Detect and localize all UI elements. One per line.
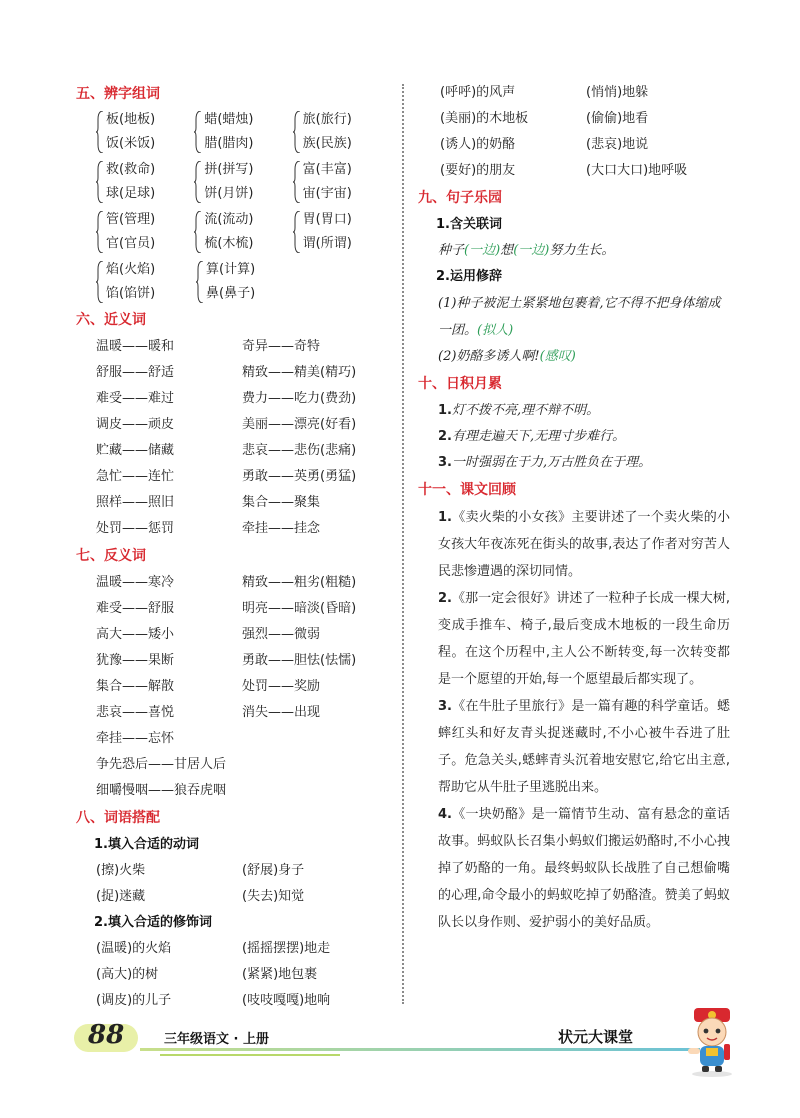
word-pair-row: 难受——舒服 明亮——暗淡(昏暗) xyxy=(96,601,357,616)
word-pair-row: 温暖——寒冷 精致——粗劣(粗糙) xyxy=(96,575,357,590)
fill-row: (诱人)的奶酪 (悲哀)地说 xyxy=(440,137,649,152)
sentence-answer: (1)种子被泥土紧紧地包裹着,它不得不把身体缩成一团。(拟人) xyxy=(438,296,721,338)
right-column xyxy=(418,80,730,936)
word-pair-row: 牵挂——忘怀 xyxy=(96,731,175,746)
fill-row: (擦)火柴 (舒展)身子 xyxy=(96,863,305,878)
char-pair: 旅(旅行) 族(民族) xyxy=(293,108,391,156)
review-paragraph: 4.《一块奶酪》是一篇情节生动、富有悬念的童话故事。蚂蚁队长召集小蚂蚁们搬运奶酪时,不小心拽掉了奶酪的一角。最终蚂蚁队长战胜了自己想偷嘴的心理,命令最小的蚂蚁吃掉了奶酪渣。赞美了蚂蚁队长以身作则、爱护弱小的美好品质。 xyxy=(438,807,730,930)
char-pair: 板(地板) 饭(米饭) xyxy=(96,108,194,156)
word-pair-row: 贮藏——储藏 悲哀——悲伤(悲痛) xyxy=(96,443,357,458)
subsection-title: 2.运用修辞 xyxy=(436,269,502,284)
char-pair: 富(丰富) 宙(宇宙) xyxy=(293,158,391,206)
char-group-row xyxy=(76,158,391,206)
sentence-answer: (2)奶酪多诱人啊!(感叹) xyxy=(438,349,576,364)
subsection-title: 1.含关联词 xyxy=(436,217,502,232)
section-title: 八、词语搭配 xyxy=(76,810,160,826)
fill-row: (温暖)的火焰 (摇摇摆摆)地走 xyxy=(96,941,331,956)
char-group-row xyxy=(76,108,391,156)
word-pair-row: 细嚼慢咽——狼吞虎咽 xyxy=(96,783,227,798)
section-title: 五、辨字组词 xyxy=(76,86,160,102)
word-pair-row: 集合——解散 处罚——奖励 xyxy=(96,679,321,694)
proverb: 2.有理走遍天下,无理寸步难行。 xyxy=(438,429,626,444)
sentence-answer: 种子(一边)想(一边)努力生长。 xyxy=(438,243,615,258)
word-pair-row: 犹豫——果断 勇敢——胆怯(怯懦) xyxy=(96,653,357,668)
subsection-title: 1.填入合适的动词 xyxy=(94,837,199,852)
subsection-title: 2.填入合适的修饰词 xyxy=(94,915,212,930)
fill-row: (美丽)的木地板 (偷偷)地看 xyxy=(440,111,649,126)
word-pair-row: 照样——照旧 集合——聚集 xyxy=(96,495,321,510)
mascot-icon xyxy=(680,1004,744,1078)
footer-rule xyxy=(140,1048,700,1051)
char-pair: 算(计算) 鼻(鼻子) xyxy=(196,258,296,306)
page-number: 88 xyxy=(88,1020,125,1050)
char-pair: 蜡(蜡烛) 腊(腊肉) xyxy=(194,108,292,156)
word-pair-row: 争先恐后——甘居人后 xyxy=(96,757,227,772)
char-pair: 胃(胃口) 谓(所谓) xyxy=(293,208,391,256)
word-pair-row: 温暖——暖和 奇异——奇特 xyxy=(96,339,321,354)
char-group-row xyxy=(76,258,391,306)
word-pair-row: 难受——难过 费力——吃力(费劲) xyxy=(96,391,357,406)
section-title: 九、句子乐园 xyxy=(418,190,502,206)
section-title: 六、近义词 xyxy=(76,312,146,328)
fill-row: (要好)的朋友 (大口大口)地呼吸 xyxy=(440,163,688,178)
brand-name: 状元大课堂 xyxy=(558,1028,634,1046)
footer-rule-accent xyxy=(160,1054,340,1056)
char-pair: 管(管理) 官(官员) xyxy=(96,208,194,256)
word-pair-row: 处罚——惩罚 牵挂——挂念 xyxy=(96,521,321,536)
section-title: 十、日积月累 xyxy=(418,376,502,392)
proverb: 1.灯不拨不亮,理不辩不明。 xyxy=(438,403,600,418)
char-pair: 焰(火焰) 馅(馅饼) xyxy=(96,258,196,306)
left-column xyxy=(76,80,391,1014)
review-paragraph: 1.《卖火柴的小女孩》主要讲述了一个卖火柴的小女孩大年夜冻死在街头的故事,表达了作者对穷苦人民悲惨遭遇的深切同情。 xyxy=(438,510,730,579)
review-paragraph: 3.《在牛肚子里旅行》是一篇有趣的科学童话。蟋蟀红头和好友青头捉迷藏时,不小心被牛吞进了肚子。危急关头,蟋蟀青头沉着地安慰它,给它出主意,帮助它从牛肚子里逃脱出来。 xyxy=(438,699,730,795)
char-pair: 流(流动) 梳(木梳) xyxy=(194,208,292,256)
review-paragraph: 2.《那一定会很好》讲述了一粒种子长成一棵大树,变成手推车、椅子,最后变成木地板的一段生命历程。在这个历程中,主人公不断转变,每一次转变都是一个愿望的开始,每一个愿望最后都实现了。 xyxy=(438,591,730,687)
word-pair-row: 舒服——舒适 精致——精美(精巧) xyxy=(96,365,357,380)
word-pair-row: 高大——矮小 强烈——微弱 xyxy=(96,627,321,642)
word-pair-row: 急忙——连忙 勇敢——英勇(勇猛) xyxy=(96,469,357,484)
section-title: 七、反义词 xyxy=(76,548,146,564)
fill-row: (调皮)的儿子 (吱吱嘎嘎)地响 xyxy=(96,993,331,1008)
char-pair: 救(救命) 球(足球) xyxy=(96,158,194,206)
column-divider xyxy=(402,84,404,1004)
char-pair: 拼(拼写) 饼(月饼) xyxy=(194,158,292,206)
word-pair-row: 调皮——顽皮 美丽——漂亮(好看) xyxy=(96,417,357,432)
fill-row: (呼呼)的风声 (悄悄)地躲 xyxy=(440,85,649,100)
fill-row: (捉)迷藏 (失去)知觉 xyxy=(96,889,305,904)
fill-row: (高大)的树 (紧紧)地包裹 xyxy=(96,967,318,982)
char-group-row xyxy=(76,208,391,256)
proverb: 3.一时强弱在于力,万古胜负在于理。 xyxy=(438,455,652,470)
page-footer xyxy=(60,1018,740,1078)
section-title: 十一、课文回顾 xyxy=(418,482,516,498)
word-pair-row: 悲哀——喜悦 消失——出现 xyxy=(96,705,321,720)
book-title: 三年级语文 · 上册 xyxy=(164,1032,269,1047)
